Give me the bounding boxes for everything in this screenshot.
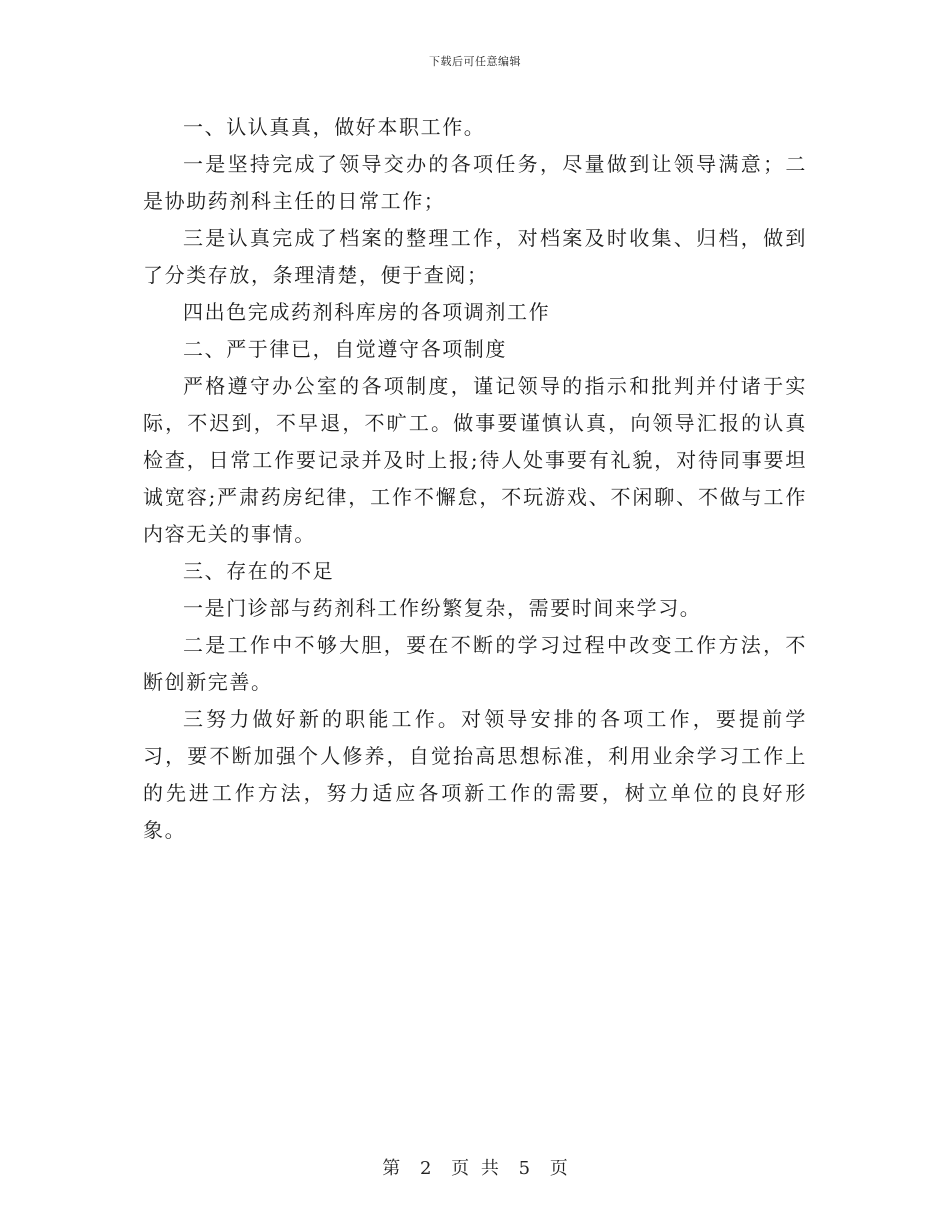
paragraph-3: 三是认真完成了档案的整理工作，对档案及时收集、归档，做到了分类存放，条理清楚，便于查阅；: [143, 226, 807, 287]
paragraph-5: 二、严于律已，自觉遵守各项制度: [183, 337, 507, 361]
paragraph-6: 严格遵守办公室的各项制度，谨记领导的指示和批判并付诸于实际，不迟到，不早退，不旷工。做事要谨慎认真，向领导汇报的认真检查，日常工作要记录并及时上报;待人处事要有礼貌，对待同事要坦诚宽容;严肃药房纪律，工作不懈怠，不玩游戏、不闲聊、不做与工作内容无关的事情。: [143, 374, 807, 546]
total-pages-number: 5: [518, 1158, 531, 1179]
paragraph-2: 一是坚持完成了领导交办的各项任务，尽量做到让领导满意；二是协助药剂科主任的日常工作；: [143, 152, 807, 213]
page-footer: [0, 1154, 950, 1180]
paragraph-4: 四出色完成药剂科库房的各项调剂工作: [183, 300, 551, 324]
page-label-prefix: 第: [382, 1158, 401, 1179]
paragraph-9: 二是工作中不够大胆，要在不断的学习过程中改变工作方法，不断创新完善。: [143, 633, 807, 694]
current-page-number: 2: [419, 1158, 432, 1179]
paragraph-1: 一、认认真真，做好本职工作。: [183, 115, 486, 139]
page-header: 下载后可任意编辑: [429, 55, 521, 68]
page-label-mid: 页 共: [451, 1158, 499, 1179]
document-body: [143, 109, 807, 849]
page-label-suffix: 页: [549, 1158, 568, 1179]
paragraph-10: 三努力做好新的职能工作。对领导安排的各项工作，要提前学习，要不断加强个人修养，自觉抬高思想标准，利用业余学习工作上的先进工作方法，努力适应各项新工作的需要，树立单位的良好形象。: [143, 707, 807, 842]
paragraph-8: 一是门诊部与药剂科工作纷繁复杂，需要时间来学习。: [183, 596, 702, 620]
paragraph-7: 三、存在的不足: [183, 559, 335, 583]
